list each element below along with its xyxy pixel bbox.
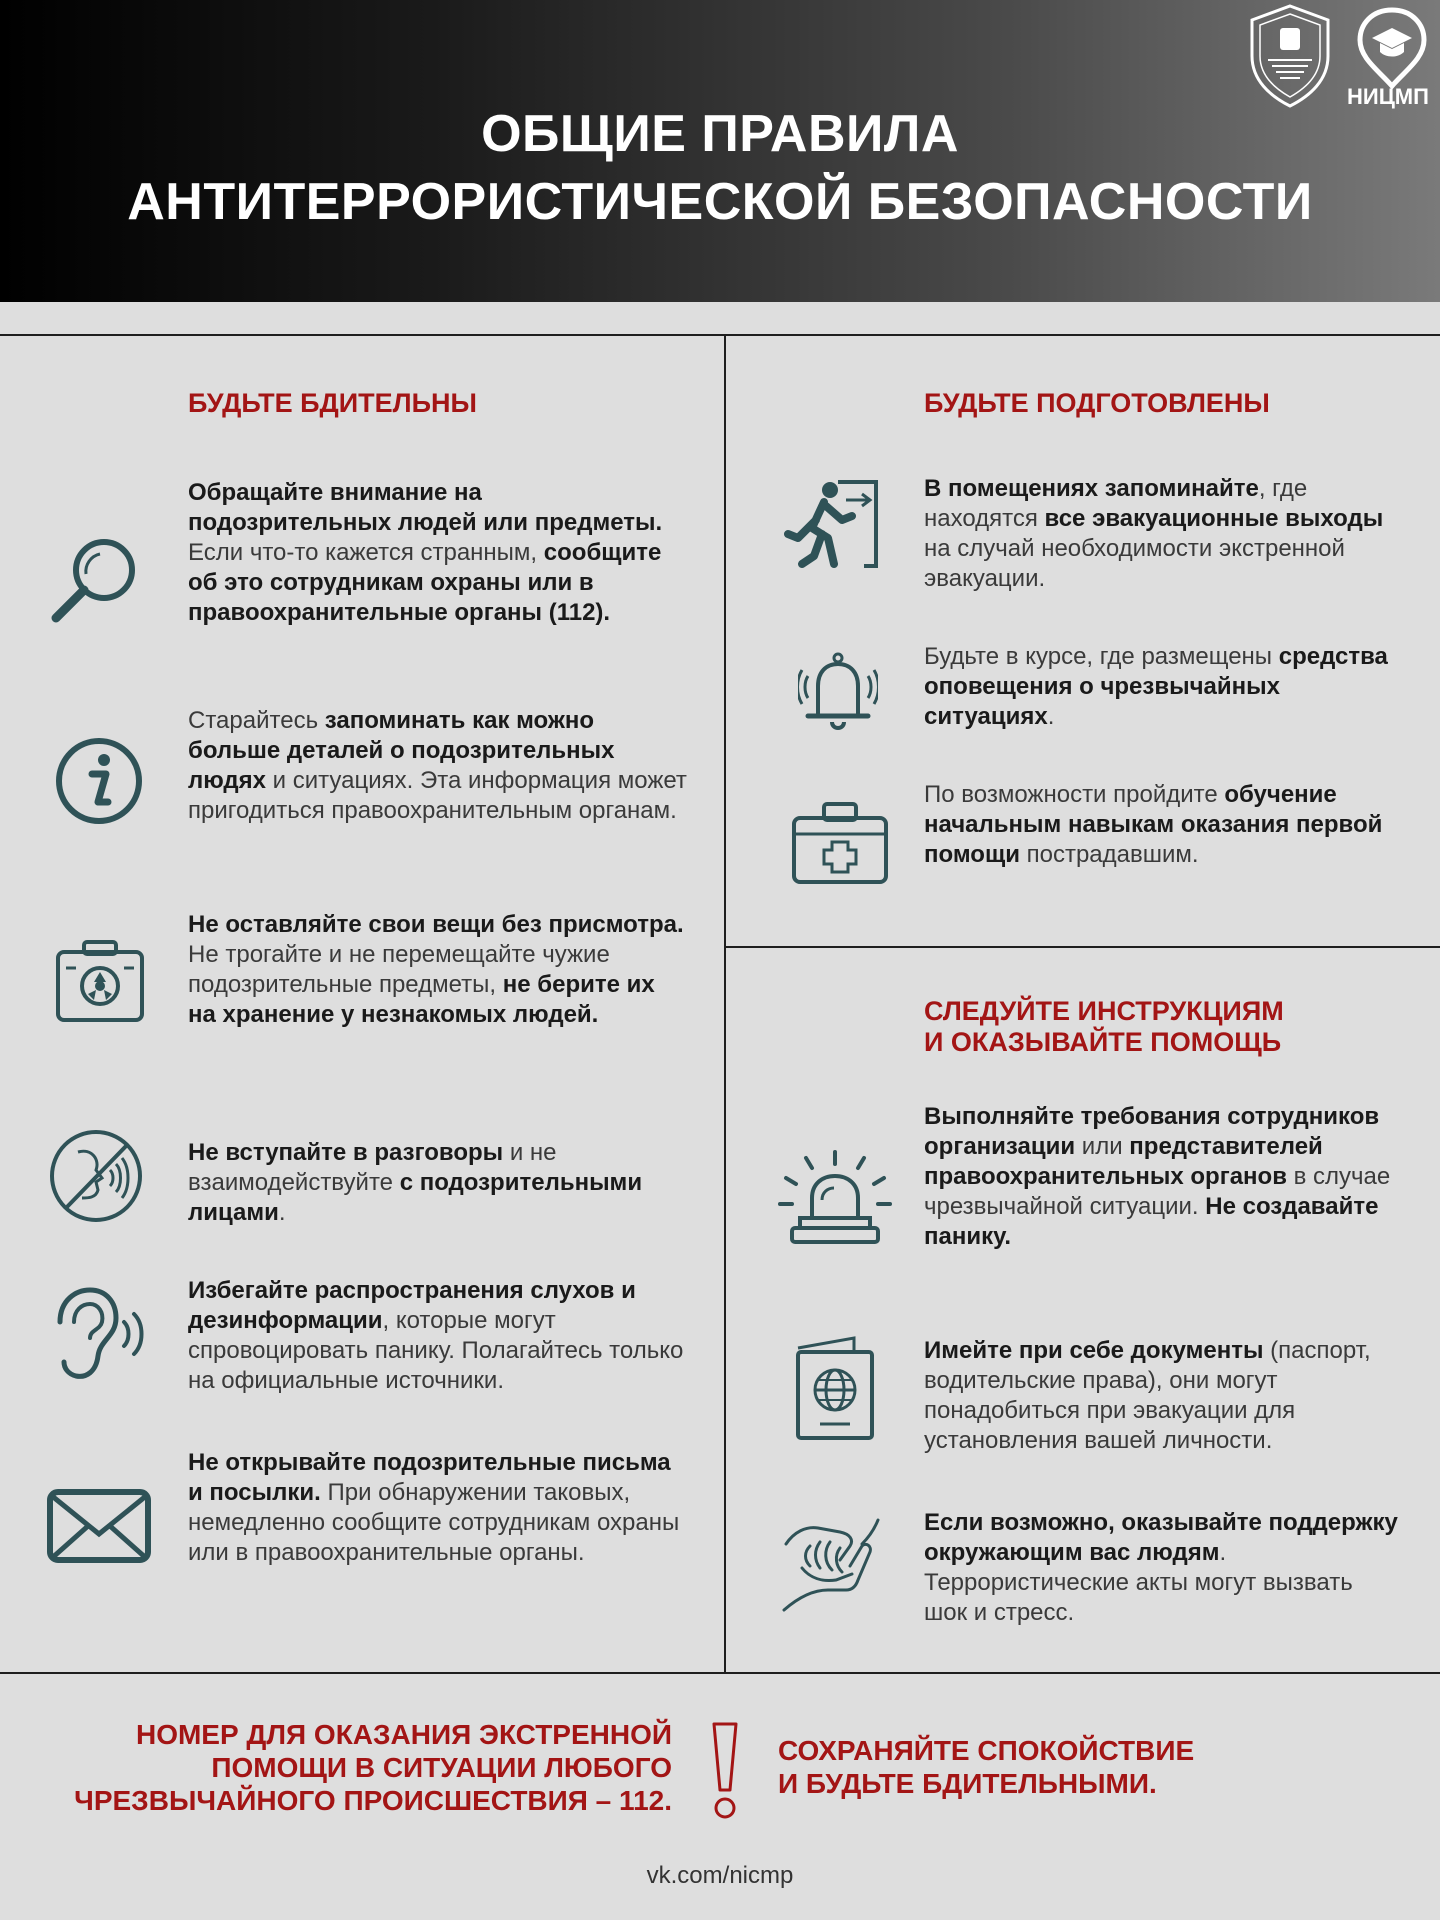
left-item-4-bold-2: с подозрительными лицами xyxy=(188,1169,643,1226)
left-item-4-bold-1: Не вступайте в разговоры xyxy=(188,1139,504,1166)
emergency-line1: НОМЕР ДЛЯ ОКАЗАНИЯ ЭКСТРЕННОЙ xyxy=(135,1719,672,1750)
commission-shield-logo xyxy=(1248,4,1332,108)
emergency-exit-icon xyxy=(784,476,880,570)
left-item-1 xyxy=(188,478,688,628)
right-top-item-1 xyxy=(924,474,1400,594)
page-title-line1: ОБЩИЕ ПРАВИЛА xyxy=(481,105,959,163)
left-item-4-text-2: . xyxy=(278,1199,286,1226)
right-top-item-1-text-1: , где находятся xyxy=(924,475,1308,532)
left-item-1-bold-1: Обращайте внимание на подозрительных людей или предметы. xyxy=(188,479,663,536)
no-talking-icon xyxy=(48,1128,144,1224)
passport-icon xyxy=(794,1334,876,1442)
exclamation-icon xyxy=(708,1718,742,1822)
alarm-bell-icon xyxy=(798,648,878,734)
right-top-item-2-text-2: . xyxy=(1047,703,1055,730)
nicmp-logo-text: НИЦМП xyxy=(1347,84,1429,109)
left-item-5 xyxy=(188,1276,688,1396)
page-title-line2: АНТИТЕРРОРИСТИЧЕСКОЙ БЕЗОПАСНОСТИ xyxy=(127,173,1313,231)
right-top-item-3-text-1: По возможности пройдите xyxy=(924,781,1225,808)
right-bottom-item-2-bold: Имейте при себе документы xyxy=(924,1337,1264,1364)
left-item-3-bold-2: не берите их на хранение у незнакомых людей. xyxy=(188,971,655,1028)
right-bottom-item-2 xyxy=(924,1336,1400,1456)
right-top-item-1-bold-1: В помещениях запоминайте xyxy=(924,475,1259,502)
stay-calm-text xyxy=(778,1734,1278,1800)
right-top-item-1-bold-2: все эвакуационные выходы xyxy=(1044,505,1384,532)
info-icon xyxy=(54,736,144,826)
siren-icon xyxy=(778,1148,892,1248)
right-top-item-3 xyxy=(924,780,1400,870)
left-item-4-text-1: и не взаимодействуйте xyxy=(188,1139,557,1196)
envelope-icon xyxy=(46,1488,152,1564)
suspicious-bag-icon xyxy=(54,938,146,1024)
stay-calm-line1: СОХРАНЯЙТЕ СПОКОЙСТВИЕ xyxy=(778,1735,1195,1766)
section-title-vigilant: БУДЬТЕ БДИТЕЛЬНЫ xyxy=(188,388,477,418)
divider-vertical xyxy=(724,334,726,1674)
right-top-item-2-bold: средства оповещения о чрезвычайных ситуациях xyxy=(924,643,1388,730)
emergency-number-text xyxy=(40,1718,672,1817)
left-item-5-text: , которые могут спровоцировать панику. Полагайтесь только на официальные источники. xyxy=(188,1307,684,1394)
section-title-prepared: БУДЬТЕ ПОДГОТОВЛЕНЫ xyxy=(924,388,1270,418)
divider-bottom xyxy=(0,1672,1440,1674)
left-item-3-bold-1: Не оставляйте свои вещи без присмотра. xyxy=(188,911,684,938)
left-item-2-bold: запоминать как можно больше деталей о подозрительных людях xyxy=(188,707,615,794)
left-item-3 xyxy=(188,910,688,1030)
right-top-item-3-bold: обучение начальным навыкам оказания первой помощи xyxy=(924,781,1383,868)
left-item-2 xyxy=(188,706,688,826)
emergency-line3: ЧРЕЗВЫЧАЙНОГО ПРОИСШЕСТВИЯ – 112. xyxy=(74,1785,672,1816)
left-item-6 xyxy=(188,1448,688,1568)
right-bottom-item-1-text-2: в случае чрезвычайной ситуации. xyxy=(924,1163,1391,1220)
ear-icon xyxy=(46,1286,152,1382)
section-title-follow-line1: СЛЕДУЙТЕ ИНСТРУКЦИЯМ xyxy=(924,996,1284,1026)
vk-link[interactable]: vk.com/nicmp xyxy=(646,1862,794,1889)
page-title xyxy=(0,100,1440,236)
left-item-6-text: При обнаружении таковых, немедленно сообщите сотрудникам охраны или в правоохранительные органы. xyxy=(188,1479,680,1566)
divider-top xyxy=(0,334,1440,336)
right-top-item-2-text-1: Будьте в курсе, где размещены xyxy=(924,643,1279,670)
right-top-item-2 xyxy=(924,642,1400,732)
stay-calm-line2: И БУДЬТЕ БДИТЕЛЬНЫМИ. xyxy=(778,1768,1157,1799)
section-title-follow-instructions xyxy=(924,996,1284,1058)
left-item-5-bold: Избегайте распространения слухов и дезинформации xyxy=(188,1277,636,1334)
right-top-item-1-text-2: на случай необходимости экстренной эвакуации. xyxy=(924,535,1345,592)
right-top-item-3-text-2: пострадавшим. xyxy=(1019,841,1199,868)
divider-right-middle xyxy=(726,946,1440,948)
section-title-follow-line2: И ОКАЗЫВАЙТЕ ПОМОЩЬ xyxy=(924,1027,1282,1057)
header-banner xyxy=(0,0,1440,302)
helping-hands-icon xyxy=(780,1516,882,1612)
right-bottom-item-1-bold-3: Не создавайте панику. xyxy=(924,1193,1379,1250)
left-item-2-text-1: Старайтесь xyxy=(188,707,325,734)
emergency-line2: ПОМОЩИ В СИТУАЦИИ ЛЮБОГО xyxy=(211,1752,672,1783)
left-item-2-text-2: и ситуациях. Эта информация может пригодиться правоохранительным органам. xyxy=(188,767,687,824)
right-bottom-item-2-text: (паспорт, водительские права), они могут понадобиться при эвакуации для установления вашей личности. xyxy=(924,1337,1371,1454)
right-bottom-item-3-text: . Террористические акты могут вызвать шок и стресс. xyxy=(924,1539,1353,1626)
right-bottom-item-1-text-1: или xyxy=(1075,1133,1130,1160)
right-bottom-item-1-bold-1: Выполняйте требования сотрудников организации xyxy=(924,1103,1380,1160)
left-item-1-bold-2: сообщите об это сотрудникам охраны или в правоохранительные органы (112). xyxy=(188,539,662,626)
left-item-1-text: Если что-то кажется странным, xyxy=(188,539,544,566)
first-aid-kit-icon xyxy=(790,800,890,886)
left-item-6-bold: Не открывайте подозрительные письма и посылки. xyxy=(188,1449,671,1506)
left-item-3-text: Не трогайте и не перемещайте чужие подозрительные предметы, xyxy=(188,941,610,998)
right-bottom-item-1-bold-2: представителей правоохранительных органов xyxy=(924,1133,1323,1190)
magnifier-icon xyxy=(48,532,144,628)
left-item-4 xyxy=(188,1138,688,1228)
right-bottom-item-1 xyxy=(924,1102,1400,1252)
right-bottom-item-3-bold: Если возможно, оказывайте поддержку окружающим вас людям xyxy=(924,1509,1398,1566)
right-bottom-item-3 xyxy=(924,1508,1400,1628)
